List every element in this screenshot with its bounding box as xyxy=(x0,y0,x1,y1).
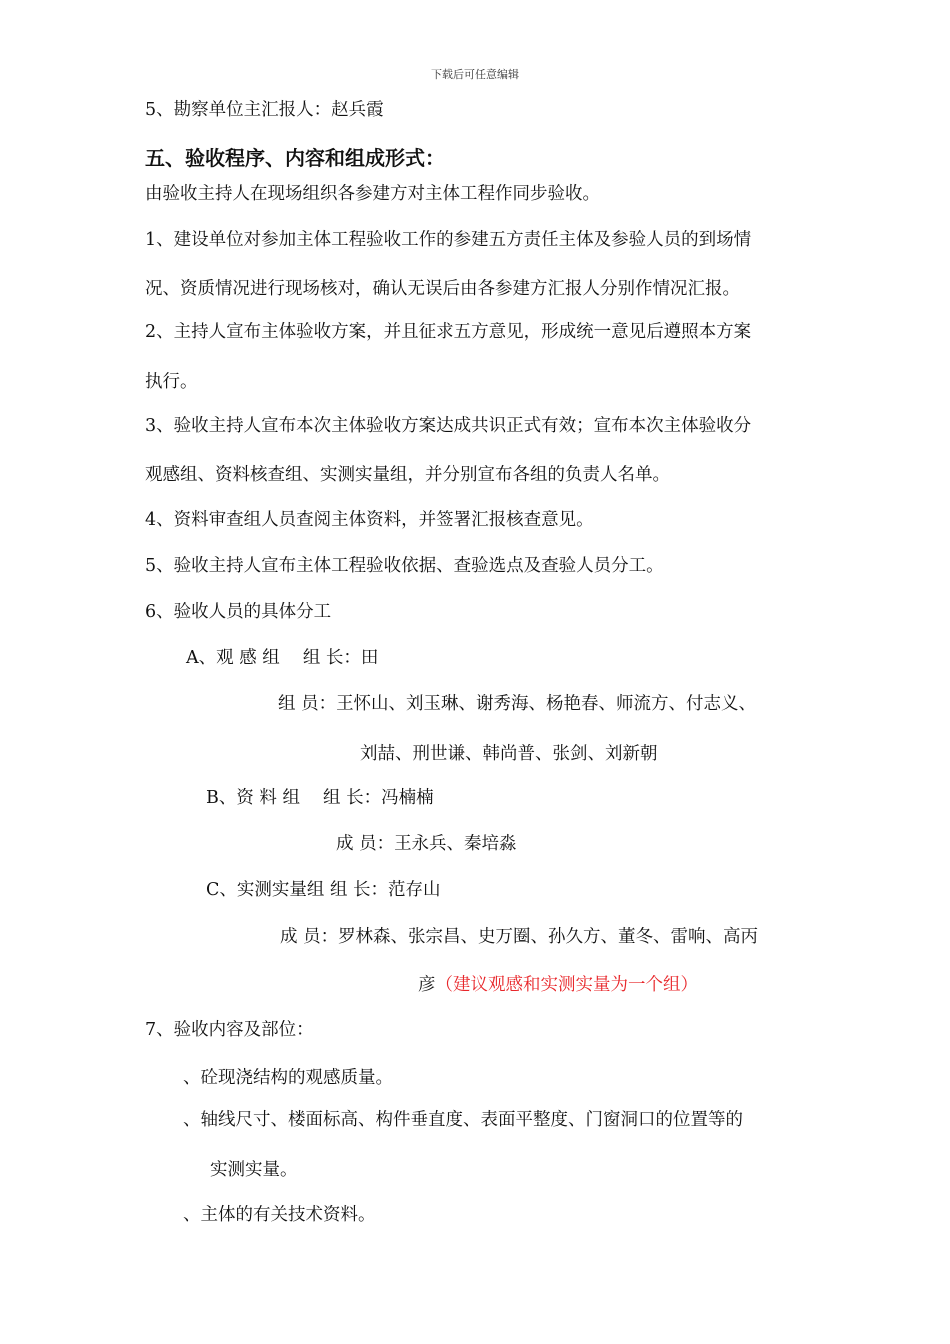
step-3-line-1: 3、验收主持人宣布本次主体验收方案达成共识正式有效；宣布本次主体验收分 xyxy=(145,416,752,436)
suggestion-note: （建议观感和实测实量为一个组） xyxy=(435,975,698,995)
group-b-line: B、资 料 组 组 长：冯楠楠 xyxy=(206,788,434,808)
step-1-line-2: 况、资质情况进行现场核对，确认无误后由各参建方汇报人分别作情况汇报。 xyxy=(145,279,740,299)
group-c-members-1: 成 员：罗林森、张宗昌、史万圈、孙久方、董冬、雷响、高丙 xyxy=(280,927,759,947)
content-item-1: 、砼现浇结构的观感质量。 xyxy=(183,1068,393,1088)
step-4-line: 4、资料审查组人员查阅主体资料，并签署汇报核查意见。 xyxy=(145,510,594,530)
group-c-members-2 xyxy=(418,973,698,997)
step-1-line-1: 1、建设单位对参加主体工程验收工作的参建五方责任主体及参验人员的到场情 xyxy=(145,230,752,250)
content-item-3: 、主体的有关技术资料。 xyxy=(183,1205,376,1225)
group-c-line: C、实测实量组 组 长：范存山 xyxy=(206,880,441,900)
step-6-line: 6、验收人员的具体分工 xyxy=(145,602,332,622)
section-heading: 五、验收程序、内容和组成形式： xyxy=(145,146,445,170)
group-a-members-2: 刘喆、刑世谦、韩尚普、张剑、刘新朝 xyxy=(360,744,658,764)
page-header: 下载后可任意编辑 xyxy=(431,68,519,81)
group-a-members-1: 组 员：王怀山、刘玉琳、谢秀海、杨艳春、师流方、付志义、 xyxy=(278,694,757,714)
group-c-member-tail: 彦 xyxy=(418,975,436,995)
step-3-line-2: 观感组、资料核查组、实测实量组，并分别宣布各组的负责人名单。 xyxy=(145,465,670,485)
step-5-line: 5、验收主持人宣布主体工程验收依据、查验选点及查验人员分工。 xyxy=(145,556,664,576)
content-item-2-line-2: 实测实量。 xyxy=(210,1160,298,1180)
group-a-line: A、观 感 组 组 长：田 xyxy=(186,648,379,668)
step-7-line: 7、验收内容及部位： xyxy=(145,1020,314,1040)
survey-reporter-line: 5、勘察单位主汇报人：赵兵霞 xyxy=(145,100,384,120)
intro-line: 由验收主持人在现场组织各参建方对主体工程作同步验收。 xyxy=(145,184,600,204)
content-item-2-line-1: 、轴线尺寸、楼面标高、构件垂直度、表面平整度、门窗洞口的位置等的 xyxy=(183,1110,743,1130)
group-b-members: 成 员：王永兵、秦培淼 xyxy=(336,834,517,854)
step-2-line-1: 2、主持人宣布主体验收方案，并且征求五方意见，形成统一意见后遵照本方案 xyxy=(145,322,752,342)
step-2-line-2: 执行。 xyxy=(145,372,198,392)
